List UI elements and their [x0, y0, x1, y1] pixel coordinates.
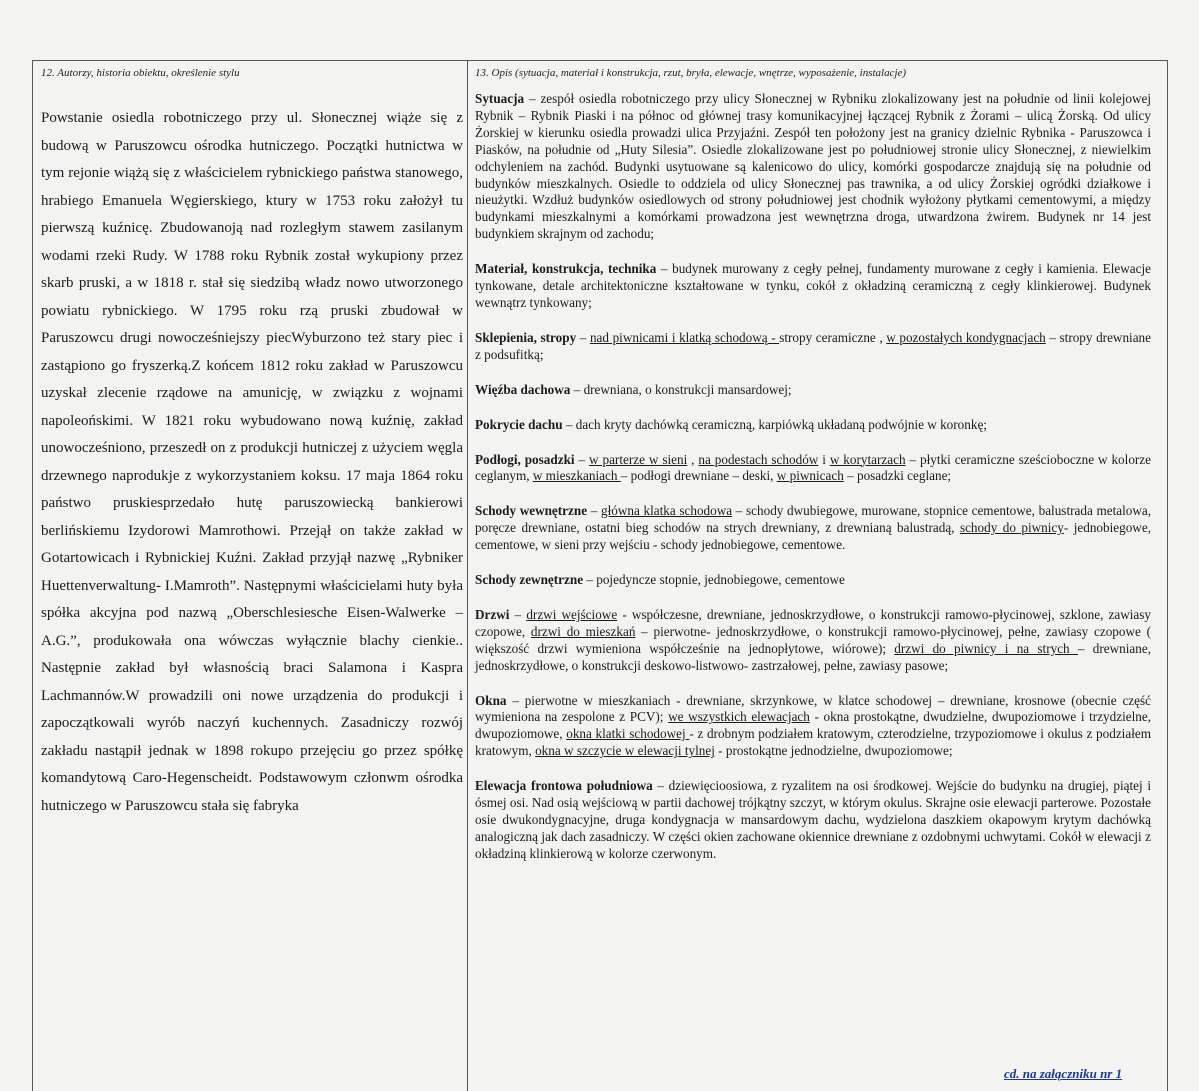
section-pokrycie: Pokrycie dachu – dach kryty dachówką ceramiczną, karpiówką układaną podwójnie w koronkę; — [475, 416, 987, 432]
section-title: Materiał, konstrukcja, technika — [475, 261, 657, 277]
section-title: Elewacja frontowa południowa — [475, 778, 653, 794]
section-okna: Okna – pierwotne w mieszkaniach - drewniane, skrzynkowe, w klatce schodowej – drewniane, krosnowe (obecnie część wymieniona na zespolone z PCV); we wszystkich elewacjach - okna prostokątne, dwudzielne, dwupoziomowe i trzydzielne, dwupoziomowe, okna klatki schodowej - z drobnym podziałem kratowym, czterodzielne, trzypoziomowe i okulus z podziałem kratowym, okna w szczycie w elewacji tylnej - prostokątne jednodzielne, dwupoziomowe; — [475, 692, 1151, 759]
section-schody-wewnetrzne: Schody wewnętrzne – główna klatka schodowa – schody dwubiegowe, murowane, stopnice cementowe, balustrada metalowa, poręcze drewniane, ostatni bieg schodów na strych drewniany, z drewnianą balustradą, schody do piwnicy- jednobiegowe, cementowe, w sieni przy wejściu - schody jednobiegowe, cementowe. — [475, 503, 1152, 553]
history-text: Powstanie osiedla robotniczego przy ul. Słonecznej wiąże się z budową w Paruszowcu ośrodka hutniczego. Początki hutnictwa w tym rejonie wiążą się z właścicielem rybnickiego państwa stanowego, hrabiego Emanuela Węgierskiego, ktury w 1753 roku założył tu pierwszą kuźnicę. Zbudowanoją nad rozległym stawem zasilanym wodami rzeki Rudy. W 1788 roku Rybnik został wykupiony przez skarb pruski, a w 1818 r. stał się siedzibą władz nowo utworzonego powiatu rybnickiego. W 1795 roku rzą pruski zbudował w Paruszowcu drugi nowocześniejszy piecWyburzono też stary piec i zastąpiono go fryszerką.Z końcem 1812 roku zakład w Paruszowcu uzyskał zlecenie rządowe na amunicję, w związku z wojnami napoleońskimi. W 1821 roku wybudowano nową kuźnię, zakład unowocześniono, przeszedł on z produkcji hutniczej z użyciem węgla drzewnego naprodukje z wykorzystaniem koksu. 17 maja 1864 roku państwo pruskiesprzedało hutę paruszowiecką bankierowi berlińskiemu Izydorowi Mamrothowi. Przejął on także zakład w Gotartowicach i Rybnickiej Kuźni. Zakład przyjął nazwę „Rybniker Huettenverwaltung- I.Mamroth”. Następnymi właścicielami huty była spółka akcyjna pod nazwą „Oberschlesiesche Eisen-Walwerke – A.G.”, produkowała ona wówczas wyłącznie blachy cienkie.. Następnie zakład był własnością braci Salamona i Kaspra Lachmannów.W prowadzili oni nowe urządzenia do produkcji i zapoczątkowali wyrób naczyń kuchennych. Zasadniczy rozwój zakładu nastąpił jednak w 1898 rokupo przejęciu go przez spółkę komandytową Caro-Hegenscheidt. Podstawowym członwm ośrodka hutniczego w Paruszowcu stała się fabryka — [41, 110, 463, 814]
left-column-header: 12. Autorzy, historia obiektu, określenie stylu — [41, 67, 240, 79]
section-title: Pokrycie dachu — [475, 416, 563, 432]
section-title: Sytuacja — [475, 91, 525, 106]
section-title: Schody zewnętrzne — [475, 572, 584, 588]
section-wiezba: Więźba dachowa – drewniana, o konstrukcji mansardowej; — [475, 381, 792, 397]
continuation-note: cd. na załączniku nr 1 — [1004, 1066, 1123, 1081]
section-podlogi: Podłogi, posadzki – w parterze w sieni , na podestach schodów i w korytarzach – płytki ceramiczne sześcioboczne w kolorze ceglanym, w mieszkaniach – podłogi drewniane – deski, w piwnicach – posadzki ceglane; — [475, 451, 1152, 484]
description-column — [475, 91, 1151, 863]
section-sytuacja: Sytuacja – zespół osiedla robotniczego przy ulicy Słonecznej w Rybniku zlokalizowany jest na południe od linii kolejowej Rybnik – Rybnik Piaski i na północ od głównej trasy komunikacyjnej łączącej Rybnik z Żorami – ulicą Żorską. Od ulicy Żorskiej w kierunku osiedla prowadzi ulica Przyjaźni. Zespół ten położony jest na granicy dzielnic Rybnika - Paruszowca i Piasków, na południe od „Huty Silesia”. Osiedle zlokalizowane jest po południowej stronie ulicy Słonecznej, z niewielkim odchyleniem na zachód. Budynki usytuowane są kalenicowo do ulicy, komórki gospodarcze znajdują się na południe od budynków mieszkalnych. Osiedle to oddziela od ulicy Słonecznej pas trawnika, a od ulicy Żorskiej ogródki działkowe i nieużytki. Wzdłuż budynków osiedlowych od strony południowej jest chodnik wyłożony płytkami cementowymi, a między budynkami mieszkalnymi a komórkami prowadzona jest wewnętrzna droga, utwardzona żwirem. Budynek nr 14 jest budynkiem skrajnym od zachodu; — [475, 91, 1151, 242]
section-title: Podłogi, posadzki — [475, 451, 575, 467]
section-sklepienia: Sklepienia, stropy – nad piwnicami i klatką schodową - stropy ceramiczne , w pozostałych kondygnacjach – stropy drewniane z podsufitką; — [475, 329, 1152, 362]
section-title: Schody wewnętrzne — [475, 503, 588, 519]
section-material: Materiał, konstrukcja, technika – budynek murowany z cegły pełnej, fundamenty murowane z cegły i kamienia. Elewacje tynkowane, detale architektoniczne kształtowane w tynku, cokół z okładziną ceramiczną z cegły klinkierowej. Budynek wewnątrz tynkowany; — [475, 261, 1151, 310]
section-title: Drzwi — [475, 606, 510, 622]
section-drzwi: Drzwi – drzwi wejściowe - współczesne, drewniane, jednoskrzydłowe, o konstrukcji ramowo-płycinowej, szklone, zawiasy czopowe, drzwi do mieszkań – pierwotne- jednoskrzydłowe, o konstrukcji ramowo-płycinowej, pełne, zawiasy czopowe ( większość drzwi wymieniona współcześnie na jednopłytowe, wiórowe); drzwi do piwnicy i na strych – drewniane, jednoskrzydłowe, o konstrukcji deskowo-listwowo- zastrzałowej, pełne, zawiasy pasowe; — [475, 606, 1152, 673]
column-divider — [467, 61, 468, 1091]
section-elewacja: Elewacja frontowa południowa – dziewięcioosiowa, z ryzalitem na osi środkowej. Wejście do budynku na drugiej, piątej i ósmej osi. Nad osią wejściową w partii dachowej trójkątny szczyt, w którym okulus. Skrajne osie elewacji parterowe. Pozostałe osie dwukondygnacyjne, druga kondygnacja w mansardowym dachu, wydzielona daszkiem okapowym krytym dachówką analogiczną jak dach zasadniczy. W części okien zachowane okiennice drewniane z ozdobnymi uchwytami. Cokół w elewacji z okładziną klinkierową w kolorze czerwonym. — [475, 778, 1152, 861]
section-title: Więźba dachowa — [475, 381, 571, 397]
section-title: Okna — [475, 692, 507, 708]
section-title: Sklepienia, stropy — [475, 329, 577, 345]
right-column-header: 13. Opis (sytuacja, materiał i konstrukcja, rzut, bryła, elewacje, wnętrze, wyposażenie, instalacje) — [475, 67, 907, 79]
section-schody-zewnetrzne: Schody zewnętrzne – pojedyncze stopnie, jednobiegowe, cementowe — [475, 572, 845, 588]
form-sheet — [32, 60, 1168, 1091]
